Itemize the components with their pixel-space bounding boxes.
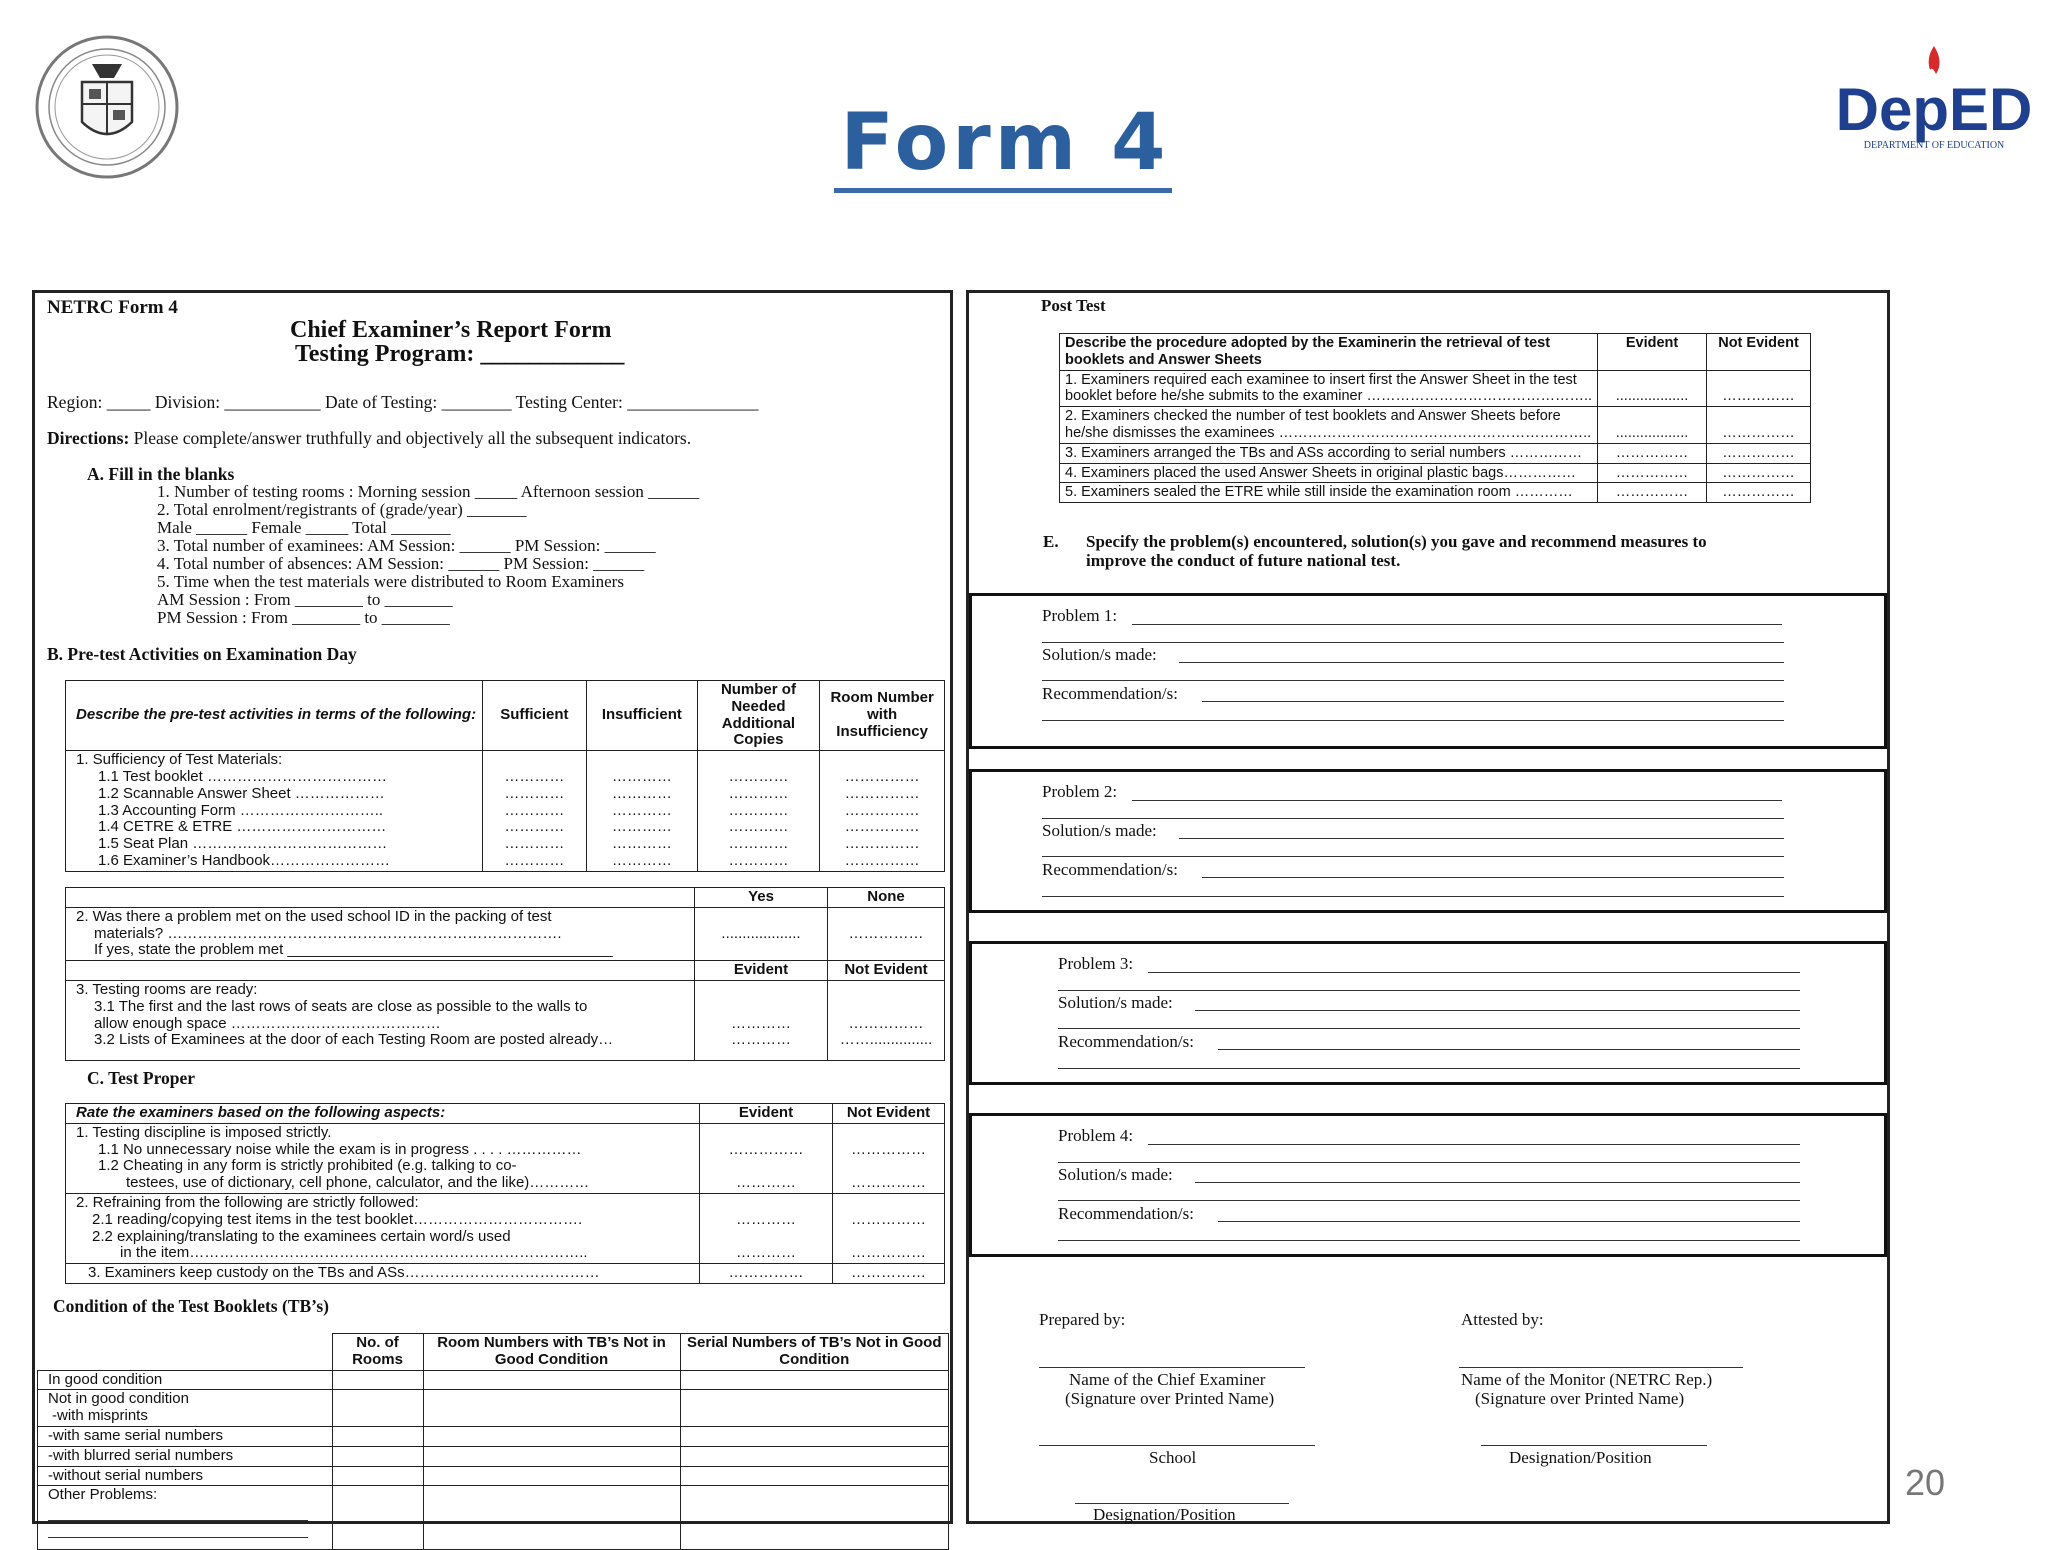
monitor-name-caption: Name of the Monitor (NETRC Rep.) xyxy=(1461,1370,1713,1389)
not-evident-cell[interactable]: …………… xyxy=(1707,443,1811,463)
not-evident-cell[interactable]: …………… …………… xyxy=(833,1193,945,1263)
room-numbers-cell[interactable] xyxy=(423,1390,680,1427)
problem-input-line[interactable] xyxy=(1148,1144,1800,1145)
procedure-text: 1. Examiners required each examinee to insert first the Answer Sheet in the test xyxy=(1065,371,1577,388)
procedure-text: 4. Examiners placed the used Answer Sheets in original plastic bags…………… xyxy=(1060,463,1598,483)
aspect-text: 2. Refraining from the following are strictly followed: xyxy=(76,1193,419,1211)
problem-label: Problem 2: xyxy=(1042,782,1118,801)
pretest-activities-table xyxy=(65,680,945,872)
question-text: materials? ……………………………………………………………………. xyxy=(94,924,562,942)
table-header: Sufficient xyxy=(482,681,586,751)
problem-label: Problem 3: xyxy=(1058,954,1134,973)
yes-header: Yes xyxy=(695,888,828,908)
section-a-title: A. Fill in the blanks xyxy=(87,464,235,484)
solution-label: Solution/s made: xyxy=(1042,645,1157,664)
designation-line[interactable] xyxy=(1481,1445,1707,1446)
not-evident-cell[interactable]: …………… xyxy=(1707,370,1811,407)
not-evident-header: Not Evident xyxy=(828,961,945,981)
school-line[interactable] xyxy=(1039,1445,1315,1446)
room-numbers-cell[interactable] xyxy=(423,1446,680,1466)
aspect-text: 2.2 explaining/translating to the examinees certain word/s used xyxy=(92,1227,511,1245)
procedure-text: 2. Examiners checked the number of test booklets and Answer Sheets before xyxy=(1065,408,1561,425)
table-header: Room Number with Insufficiency xyxy=(820,681,945,751)
problem-box-3 xyxy=(969,941,1887,1085)
condition-label: Other Problems: xyxy=(48,1486,158,1504)
designation-caption: Designation/Position xyxy=(1509,1448,1652,1467)
table-row xyxy=(66,751,945,872)
problem-input-line[interactable] xyxy=(1042,818,1784,819)
room-numbers-cell[interactable] xyxy=(423,1426,680,1446)
table-row xyxy=(38,1486,949,1550)
procedure-text: 5. Examiners sealed the ETRE while still inside the examination room ………… xyxy=(1060,483,1598,503)
room-numbers-cell[interactable] xyxy=(423,1370,680,1390)
post-test-title: Post Test xyxy=(1041,296,1106,315)
directions xyxy=(47,429,691,447)
problem-label: Problem 4: xyxy=(1058,1126,1134,1145)
evident-cell[interactable]: .................. xyxy=(1598,407,1707,444)
table-row xyxy=(38,1390,949,1427)
table-header: Insufficient xyxy=(587,681,698,751)
condition-label: -without serial numbers xyxy=(38,1466,333,1486)
a-item[interactable]: 3. Total number of examinees: AM Session: ______ PM Session: ______ xyxy=(157,536,656,555)
condition-title: Condition of the Test Booklets (TB’s) xyxy=(53,1296,329,1316)
recommendation-input-line[interactable] xyxy=(1202,877,1784,878)
testing-program: Testing Program: ____________ xyxy=(295,341,625,367)
question-text: allow enough space …………………………………… xyxy=(94,1014,441,1032)
designation-bottom-caption: Designation/Position xyxy=(1093,1505,1236,1524)
row-label: 1.4 CETRE & ETRE ………………………… xyxy=(98,818,387,836)
deped-logo-text: DepED xyxy=(1835,76,2033,143)
evident-cell[interactable]: …………… xyxy=(1598,463,1707,483)
section-e-text: Specify the problem(s) encountered, solution(s) you gave and recommend measures to xyxy=(1086,532,1707,551)
rooms-cell[interactable] xyxy=(332,1426,423,1446)
rooms-cell[interactable] xyxy=(332,1370,423,1390)
solution-label: Solution/s made: xyxy=(1058,993,1173,1012)
table-row xyxy=(66,1264,945,1284)
table-row xyxy=(1060,483,1811,503)
pretest-questions-table xyxy=(65,887,945,1061)
table-row xyxy=(1060,407,1811,444)
insufficient-column[interactable]: ………… ………… ………… ………… ………… ………… xyxy=(587,751,698,872)
section-e-text: improve the conduct of future national test. xyxy=(1086,551,1401,570)
problem-label: Problem 1: xyxy=(1042,606,1118,625)
solution-label: Solution/s made: xyxy=(1058,1165,1173,1184)
table-header: Describe the procedure adopted by the Examinerin the retrieval of test booklets and Answer Sheets xyxy=(1060,334,1598,371)
deped-logo-icon xyxy=(1835,40,2033,160)
question-text[interactable]: If yes, state the problem met _______________________________________ xyxy=(94,941,613,959)
post-test-panel xyxy=(966,290,1890,1524)
monitor-signature-line[interactable] xyxy=(1459,1367,1743,1368)
table-header: Describe the pre-test activities in terms of the following: xyxy=(66,681,483,751)
none-cell[interactable]: …………… xyxy=(828,907,945,960)
problem-input-line[interactable] xyxy=(1132,800,1782,801)
evident-cell[interactable]: ………… ………… xyxy=(695,980,828,1060)
chief-signature-line[interactable] xyxy=(1039,1367,1305,1368)
aspect-text: 3. Examiners keep custody on the TBs and ASs………………………………… xyxy=(66,1264,700,1284)
evident-cell[interactable]: ………… ………… xyxy=(700,1193,833,1263)
problem-input-line[interactable] xyxy=(1148,972,1800,973)
not-evident-header: Not Evident xyxy=(833,1104,945,1124)
serial-numbers-cell[interactable] xyxy=(680,1426,949,1446)
recommendation-label: Recommendation/s: xyxy=(1042,684,1178,703)
rooms-cell[interactable] xyxy=(332,1390,423,1427)
row-label: 1.2 Scannable Answer Sheet ……………… xyxy=(98,784,385,802)
a-item[interactable]: 1. Number of testing rooms : Morning session _____ Afternoon session ______ xyxy=(157,482,700,501)
not-evident-header: Not Evident xyxy=(1707,334,1811,371)
attested-by-label: Attested by: xyxy=(1461,1310,1544,1329)
problem-box-2 xyxy=(969,769,1887,913)
chief-signature-caption: (Signature over Printed Name) xyxy=(1065,1389,1275,1408)
not-evident-cell[interactable]: …………… xyxy=(1707,407,1811,444)
not-evident-cell[interactable]: …………… xyxy=(1707,463,1811,483)
condition-label: -with misprints xyxy=(52,1407,148,1425)
chief-name-caption: Name of the Chief Examiner xyxy=(1069,1370,1266,1389)
row-label: 1.1 Test booklet ……………………………… xyxy=(98,767,387,785)
solution-input-line[interactable] xyxy=(1195,1182,1800,1183)
problem-box-1 xyxy=(969,593,1887,749)
form-id: NETRC Form 4 xyxy=(47,297,178,318)
section-b-title: B. Pre-test Activities on Examination Day xyxy=(47,644,357,664)
rooms-cell[interactable] xyxy=(332,1486,423,1550)
evident-cell[interactable]: …………… xyxy=(700,1264,833,1284)
aspect-text: 1. Testing discipline is imposed strictly. xyxy=(76,1123,332,1141)
recommendation-label: Recommendation/s: xyxy=(1042,860,1178,879)
recommendation-input-line[interactable] xyxy=(1202,701,1784,702)
solution-input-line[interactable] xyxy=(1179,662,1784,663)
solution-input-line[interactable] xyxy=(1042,856,1784,857)
rooms-cell[interactable] xyxy=(332,1466,423,1486)
procedure-text: 3. Examiners arranged the TBs and ASs according to serial numbers …………… xyxy=(1060,443,1598,463)
recommendation-input-line[interactable] xyxy=(1042,720,1784,721)
title-underline xyxy=(834,188,1172,193)
directions-label: Directions: xyxy=(47,428,130,448)
question-text: 3.2 Lists of Examinees at the door of each Testing Room are posted already… xyxy=(94,1031,614,1049)
serial-numbers-cell[interactable] xyxy=(680,1390,949,1427)
not-evident-cell[interactable]: …………… …………… xyxy=(833,1123,945,1193)
row-label: 1.3 Accounting Form ……………………….. xyxy=(98,801,384,819)
condition-label: -with blurred serial numbers xyxy=(38,1446,333,1466)
chief-examiner-report-form xyxy=(32,290,953,1524)
needed-copies-column[interactable]: ………… ………… ………… ………… ………… ………… xyxy=(697,751,820,872)
deped-logo-subtext: DEPARTMENT OF EDUCATION xyxy=(1863,140,2005,151)
test-booklet-condition-table xyxy=(37,1333,949,1550)
condition-label: In good condition xyxy=(38,1370,333,1390)
page-title: Form 4 xyxy=(840,98,1170,188)
not-evident-cell[interactable]: …………… xyxy=(1707,483,1811,503)
table-header: Serial Numbers of TB’s Not in Good Condition xyxy=(680,1334,949,1371)
serial-numbers-cell[interactable] xyxy=(680,1466,949,1486)
problem-input-line[interactable] xyxy=(1058,990,1800,991)
not-evident-cell[interactable]: …………… ……............... xyxy=(828,980,945,1060)
room-number-column[interactable]: …………… …………… …………… …………… …………… …………… xyxy=(820,751,945,872)
evident-cell[interactable]: .................. xyxy=(1598,370,1707,407)
designation-bottom-line[interactable] xyxy=(1075,1503,1289,1504)
section-e-label: E. xyxy=(1043,532,1059,551)
a-item: 5. Time when the test materials were distributed to Room Examiners xyxy=(157,572,624,591)
procedure-text: he/she dismisses the examinees ……………………………………………………….. xyxy=(1065,424,1592,441)
table-row xyxy=(1060,463,1811,483)
a-item[interactable]: Male ______ Female _____ Total _______ xyxy=(157,518,451,537)
serial-numbers-cell[interactable] xyxy=(680,1446,949,1466)
directions-text: Please complete/answer truthfully and objectively all the subsequent indicators. xyxy=(133,428,692,448)
table-row xyxy=(38,1466,949,1486)
room-numbers-cell[interactable] xyxy=(423,1466,680,1486)
recommendation-label: Recommendation/s: xyxy=(1058,1204,1194,1223)
row-label: 1.5 Seat Plan ………………………………… xyxy=(98,835,388,853)
table-row xyxy=(66,1123,945,1193)
row-group-label: 1. Sufficiency of Test Materials: xyxy=(76,751,283,769)
table-row xyxy=(1060,443,1811,463)
recommendation-input-line[interactable] xyxy=(1058,1068,1800,1069)
table-header: Room Numbers with TB’s Not in Good Condition xyxy=(423,1334,680,1371)
evident-cell[interactable]: …………… xyxy=(1598,483,1707,503)
problem-input-line[interactable] xyxy=(1132,624,1782,625)
a-item[interactable]: AM Session : From ________ to ________ xyxy=(157,590,453,609)
serial-numbers-cell[interactable] xyxy=(680,1486,949,1550)
recommendation-input-line[interactable] xyxy=(1042,896,1784,897)
table-header: Rate the examiners based on the following aspects: xyxy=(66,1104,700,1124)
recommendation-input-line[interactable] xyxy=(1218,1049,1800,1050)
recommendation-label: Recommendation/s: xyxy=(1058,1032,1194,1051)
monitor-signature-caption: (Signature over Printed Name) xyxy=(1475,1389,1685,1408)
table-row xyxy=(38,1370,949,1390)
evident-header: Evident xyxy=(695,961,828,981)
condition-label: -with same serial numbers xyxy=(38,1426,333,1446)
evident-header: Evident xyxy=(1598,334,1707,371)
table-header: Number of Needed Additional Copies xyxy=(697,681,820,751)
problem-box-4 xyxy=(969,1113,1887,1257)
recommendation-input-line[interactable] xyxy=(1218,1221,1800,1222)
question-text: 3. Testing rooms are ready: xyxy=(76,980,258,998)
school-caption: School xyxy=(1149,1448,1197,1467)
aspect-text: 1.1 No unnecessary noise while the exam is in progress . . . . …………… xyxy=(98,1140,582,1158)
evident-cell[interactable]: …………… ………… xyxy=(700,1123,833,1193)
serial-numbers-cell[interactable] xyxy=(680,1370,949,1390)
a-item[interactable]: 2. Total enrolment/registrants of (grade/year) _______ xyxy=(157,500,527,519)
table-row xyxy=(38,1426,949,1446)
solution-input-line[interactable] xyxy=(1179,838,1784,839)
solution-input-line[interactable] xyxy=(1195,1010,1800,1011)
aspect-text: 1.2 Cheating in any form is strictly prohibited (e.g. talking to co- xyxy=(98,1157,517,1175)
table-row xyxy=(66,980,945,1060)
post-test-table xyxy=(1059,333,1811,503)
form-title: Chief Examiner’s Report Form xyxy=(290,317,612,343)
not-evident-cell[interactable]: …………… xyxy=(833,1264,945,1284)
page-number: 20 xyxy=(1905,1462,1946,1503)
none-header: None xyxy=(828,888,945,908)
prepared-by-label: Prepared by: xyxy=(1039,1310,1126,1329)
sufficient-column[interactable]: ………… ………… ………… ………… ………… ………… xyxy=(482,751,586,872)
table-header xyxy=(38,1334,333,1371)
meta-line[interactable]: Region: _____ Division: ___________ Date of Testing: ________ Testing Center: _______________ xyxy=(47,392,759,412)
a-item[interactable]: 4. Total number of absences: AM Session: ______ PM Session: ______ xyxy=(157,554,645,573)
question-text: 3.1 The first and the last rows of seats are close as possible to the walls to xyxy=(94,997,588,1015)
table-row xyxy=(38,1446,949,1466)
yes-cell[interactable]: ................... xyxy=(695,907,828,960)
evident-cell[interactable]: …………… xyxy=(1598,443,1707,463)
recommendation-input-line[interactable] xyxy=(1058,1240,1800,1241)
aspect-text: in the item…………………………………………………………………….. xyxy=(120,1244,588,1262)
problem-input-line[interactable] xyxy=(1058,1162,1800,1163)
solution-label: Solution/s made: xyxy=(1042,821,1157,840)
problem-input-line[interactable] xyxy=(1042,642,1784,643)
a-item[interactable]: PM Session : From ________ to ________ xyxy=(157,608,450,627)
table-row xyxy=(66,1193,945,1263)
rooms-cell[interactable] xyxy=(332,1446,423,1466)
aspect-text: testees, use of dictionary, cell phone, calculator, and the like)………… xyxy=(126,1174,590,1192)
solution-input-line[interactable] xyxy=(1042,680,1784,681)
table-header: No. of Rooms xyxy=(332,1334,423,1371)
condition-label: Not in good condition xyxy=(48,1390,189,1408)
aspect-text: 2.1 reading/copying test items in the test booklet……………………………. xyxy=(92,1210,583,1228)
room-numbers-cell[interactable] xyxy=(423,1486,680,1550)
row-label: 1.6 Examiner’s Handbook…………………… xyxy=(98,851,391,869)
table-row xyxy=(66,907,945,960)
table-row xyxy=(1060,370,1811,407)
evident-header: Evident xyxy=(700,1104,833,1124)
solution-input-line[interactable] xyxy=(1058,1028,1800,1029)
test-proper-table xyxy=(65,1103,945,1284)
solution-input-line[interactable] xyxy=(1058,1200,1800,1201)
question-text: 2. Was there a problem met on the used school ID in the packing of test xyxy=(76,907,552,925)
section-c-title: C. Test Proper xyxy=(87,1068,196,1088)
procedure-text: booklet before he/she submits to the examiner ……………………………………….. xyxy=(1065,388,1593,405)
